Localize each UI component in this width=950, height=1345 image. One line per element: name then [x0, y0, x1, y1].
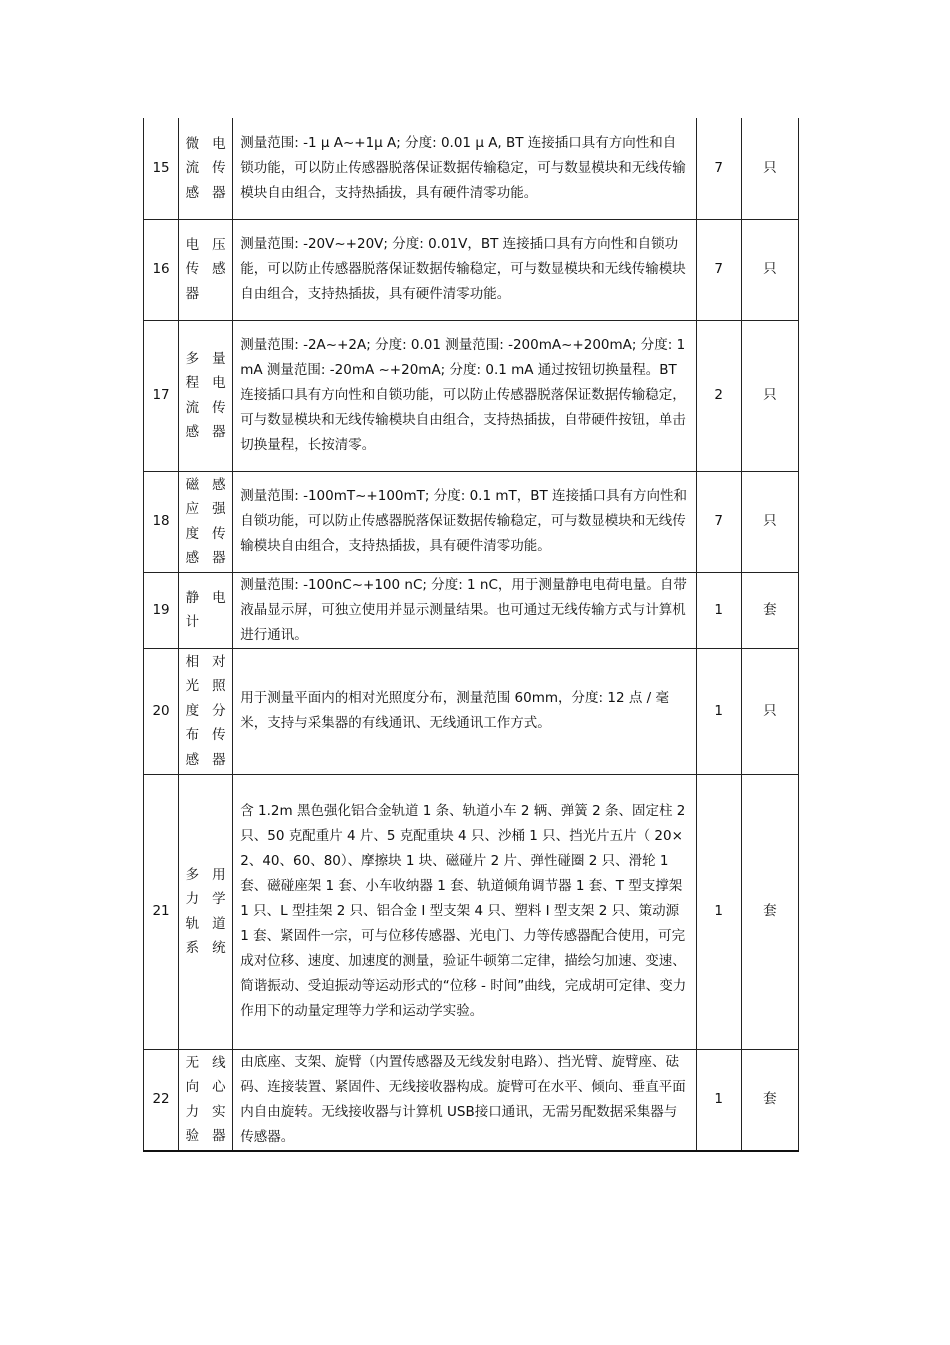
- table-row: [144, 471, 799, 572]
- item-description: 测量范围: -2A~+2A; 分度: 0.01 测量范围: -200mA~+200mA; 分度: 1mA 测量范围: -20mA ~+20mA; 分度: 0.1 mA 通过按钮切换量程。BT连接插口具有方向性和自锁功能，可以防止传感器脱落保证数据传输稳定，可与数显模块和无线传输模块自由组合，支持热插拔，自带硬件按钮，单击切换量程，长按清零。: [240, 337, 686, 453]
- item-name: 静电计: [185, 589, 226, 630]
- table-row: [144, 648, 799, 774]
- equipment-spec-table: [143, 118, 799, 1152]
- item-description: 测量范围: -100mT~+100mT; 分度: 0.1 mT，BT 连接插口具有方向性和自锁功能，可以防止传感器脱落保证数据传输稳定，可与数显模块和无线传输模块自由组合，支持热插拔，具有硬件清零功能。: [240, 488, 688, 554]
- item-number: 19: [144, 572, 179, 648]
- item-number: 20: [144, 648, 179, 774]
- table-row: [144, 320, 799, 471]
- table-row: [144, 572, 799, 648]
- item-unit: 套: [741, 572, 798, 648]
- item-name: 磁感应强度传感器: [185, 476, 226, 566]
- item-number: 17: [144, 320, 179, 471]
- item-number: 16: [144, 219, 179, 320]
- item-unit: 只: [741, 648, 798, 774]
- item-name: 相对光照度分布传感器: [185, 653, 226, 768]
- table-row: [144, 1049, 799, 1151]
- item-name: 多用力学轨道系统: [185, 866, 226, 956]
- table-row: [144, 774, 799, 1049]
- item-quantity: 7: [696, 471, 741, 572]
- item-quantity: 1: [696, 572, 741, 648]
- item-description: 用于测量平面内的相对光照度分布，测量范围 60mm，分度: 12 点 / 毫米，支持与采集器的有线通讯、无线通讯工作方式。: [240, 690, 669, 731]
- item-number: 18: [144, 471, 179, 572]
- item-name: 多量程电流传感器: [185, 350, 226, 440]
- item-quantity: 1: [696, 774, 741, 1049]
- item-quantity: 1: [696, 648, 741, 774]
- item-description: 测量范围: -1 μ A~+1μ A; 分度: 0.01 μ A, BT 连接插口具有方向性和自锁功能，可以防止传感器脱落保证数据传输稳定，可与数显模块和无线传输模块自由组合，支持热插拔，具有硬件清零功能。: [240, 134, 686, 201]
- item-unit: 套: [741, 1049, 798, 1151]
- item-number: 15: [144, 118, 179, 219]
- item-quantity: 1: [696, 1049, 741, 1151]
- item-unit: 套: [741, 774, 798, 1049]
- item-description: 含 1.2m 黑色强化铝合金轨道 1 条、轨道小车 2 辆、弹簧 2 条、固定柱 2 只、50 克配重片 4 片、5 克配重块 4 只、沙桶 1 只、挡光片五片（ 20×2、40、60、80）、摩擦块 1 块、磁碰片 2 片、弹性碰圈 2 只、滑轮 1 套、磁碰座架 1 套、小车收纳器 1 套、轨道倾角调节器 1 套、T 型支撑架 1 只、L 型挂架 2 只、铝合金 I 型支架 4 只、塑料 I 型支架 2 只、策动源 1 套、紧固件一宗，可与位移传感器、光电门、力等传感器配合使用，可完成对位移、速度、加速度的测量，验证牛顿第二定律，描绘匀加速、变速、简谐振动、受迫振动等运动形式的“位移 - 时间”曲线，完成胡可定律、变力作用下的动量定理等力学和运动学实验。: [240, 803, 687, 1019]
- table-row: [144, 219, 799, 320]
- item-unit: 只: [741, 219, 798, 320]
- item-unit: 只: [741, 320, 798, 471]
- item-number: 22: [144, 1049, 179, 1151]
- item-unit: 只: [741, 118, 798, 219]
- table-row: [144, 118, 799, 219]
- item-name: 无线向心力实验器: [185, 1054, 226, 1144]
- item-name: 微电流传感器: [185, 135, 226, 201]
- item-description: 测量范围: -100nC~+100 nC; 分度: 1 nC，用于测量静电电荷电量。自带液晶显示屏，可独立使用并显示测量结果。也可通过无线传输方式与计算机进行通讯。: [240, 576, 687, 643]
- item-quantity: 7: [696, 118, 741, 219]
- item-quantity: 7: [696, 219, 741, 320]
- item-quantity: 2: [696, 320, 741, 471]
- item-unit: 只: [741, 471, 798, 572]
- item-name: 电压传感器: [185, 236, 226, 302]
- item-number: 21: [144, 774, 179, 1049]
- item-description: 由底座、支架、旋臂（内置传感器及无线发射电路）、挡光臂、旋臂座、砝码、连接装置、紧固件、无线接收器构成。旋臂可在水平、倾向、垂直平面内自由旋转。无线接收器与计算机 USB接口通讯，无需另配数据采集器与传感器。: [240, 1053, 686, 1145]
- item-description: 测量范围: -20V~+20V; 分度: 0.01V，BT 连接插口具有方向性和自锁功能，可以防止传感器脱落保证数据传输稳定，可与数显模块和无线传输模块自由组合，支持热插拔，具有硬件清零功能。: [240, 236, 686, 302]
